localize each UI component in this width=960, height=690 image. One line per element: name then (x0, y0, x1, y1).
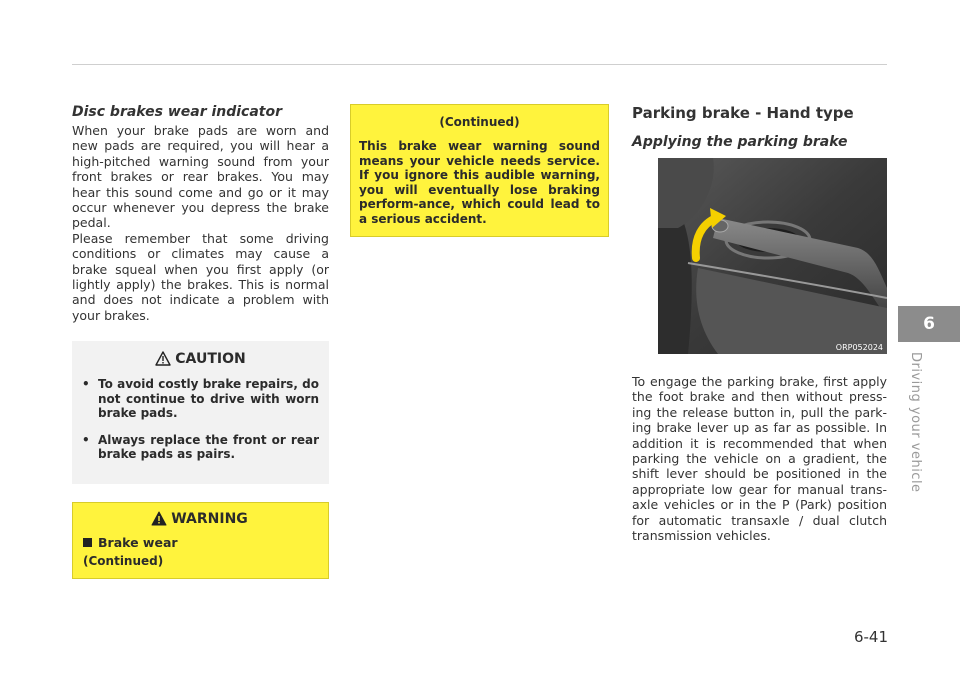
warning-subtitle (83, 535, 316, 550)
warning-title-text: WARNING (171, 510, 248, 527)
warning-title (83, 511, 316, 527)
parking-brake-heading: Parking brake - Hand type (632, 104, 854, 122)
caution-title (82, 351, 319, 367)
parking-brake-paragraph: To engage the parking brake, first apply the foot brake and then without press-ing the release button in, pull the park-ing brake lever up as far as possible. In addition it is recommended that when parking the vehicle on a gradient, the shift lever should be positioned in the appropriate low gear for manual trans-axle vehicles or in the P (Park) position for automatic transaxle / dual clutch transmission vehicles. (632, 374, 887, 544)
warning-continued-box (350, 104, 609, 237)
caution-item (82, 377, 319, 421)
chapter-tab (898, 306, 960, 342)
column-middle (350, 104, 609, 237)
disc-brakes-paragraph-2: Please remember that some driving conditions or climates may cause a brake squeal when you first apply (or lightly apply) the brakes. This is normal and does not indicate a problem with your brakes. (72, 230, 329, 323)
caution-item (82, 433, 319, 462)
chapter-label-text: Driving your vehicle (908, 352, 923, 493)
warning-continued-text: This brake wear warning sound means your vehicle needs service. If you ignore this audible warning, you will eventually lose braking perform-ance, which could lead to a serious accident. (359, 139, 600, 226)
black-square-icon (83, 538, 92, 547)
chapter-number: 6 (923, 314, 935, 334)
bullet-dot: • (82, 377, 90, 392)
caution-title-text: CAUTION (175, 351, 246, 368)
disc-brakes-paragraph-1: When your brake pads are worn and new pads are required, you will hear a high-pitched warning sound from your front brakes or rear brakes. You may hear this sound come and go or it may occur whenever you depress the brake pedal. (72, 123, 329, 231)
disc-brakes-heading: Disc brakes wear indicator (72, 104, 283, 120)
page-number: 6-41 (853, 628, 888, 646)
warning-triangle-filled-icon (151, 511, 167, 526)
caution-triangle-outline-icon (155, 351, 171, 366)
warning-continued: (Continued) (83, 553, 164, 568)
caution-box (72, 341, 329, 484)
caution-item-text: Always replace the front or rear brake pads as pairs. (98, 432, 319, 462)
caution-item-text: To avoid costly brake repairs, do not continue to drive with worn brake pads. (98, 377, 319, 421)
photo-code: ORP052024 (835, 343, 883, 352)
parking-brake-illustration (658, 158, 887, 354)
warning-continued-label: (Continued) (439, 115, 520, 129)
bullet-dot: • (82, 432, 90, 447)
warning-box (72, 502, 329, 579)
column-right (632, 104, 887, 543)
warning-subtitle-text: Brake wear (98, 534, 178, 550)
column-left (72, 104, 329, 579)
applying-parking-brake-heading: Applying the parking brake (632, 134, 848, 150)
parking-brake-photo (658, 158, 887, 354)
chapter-label (907, 352, 925, 502)
top-rule (72, 64, 887, 65)
